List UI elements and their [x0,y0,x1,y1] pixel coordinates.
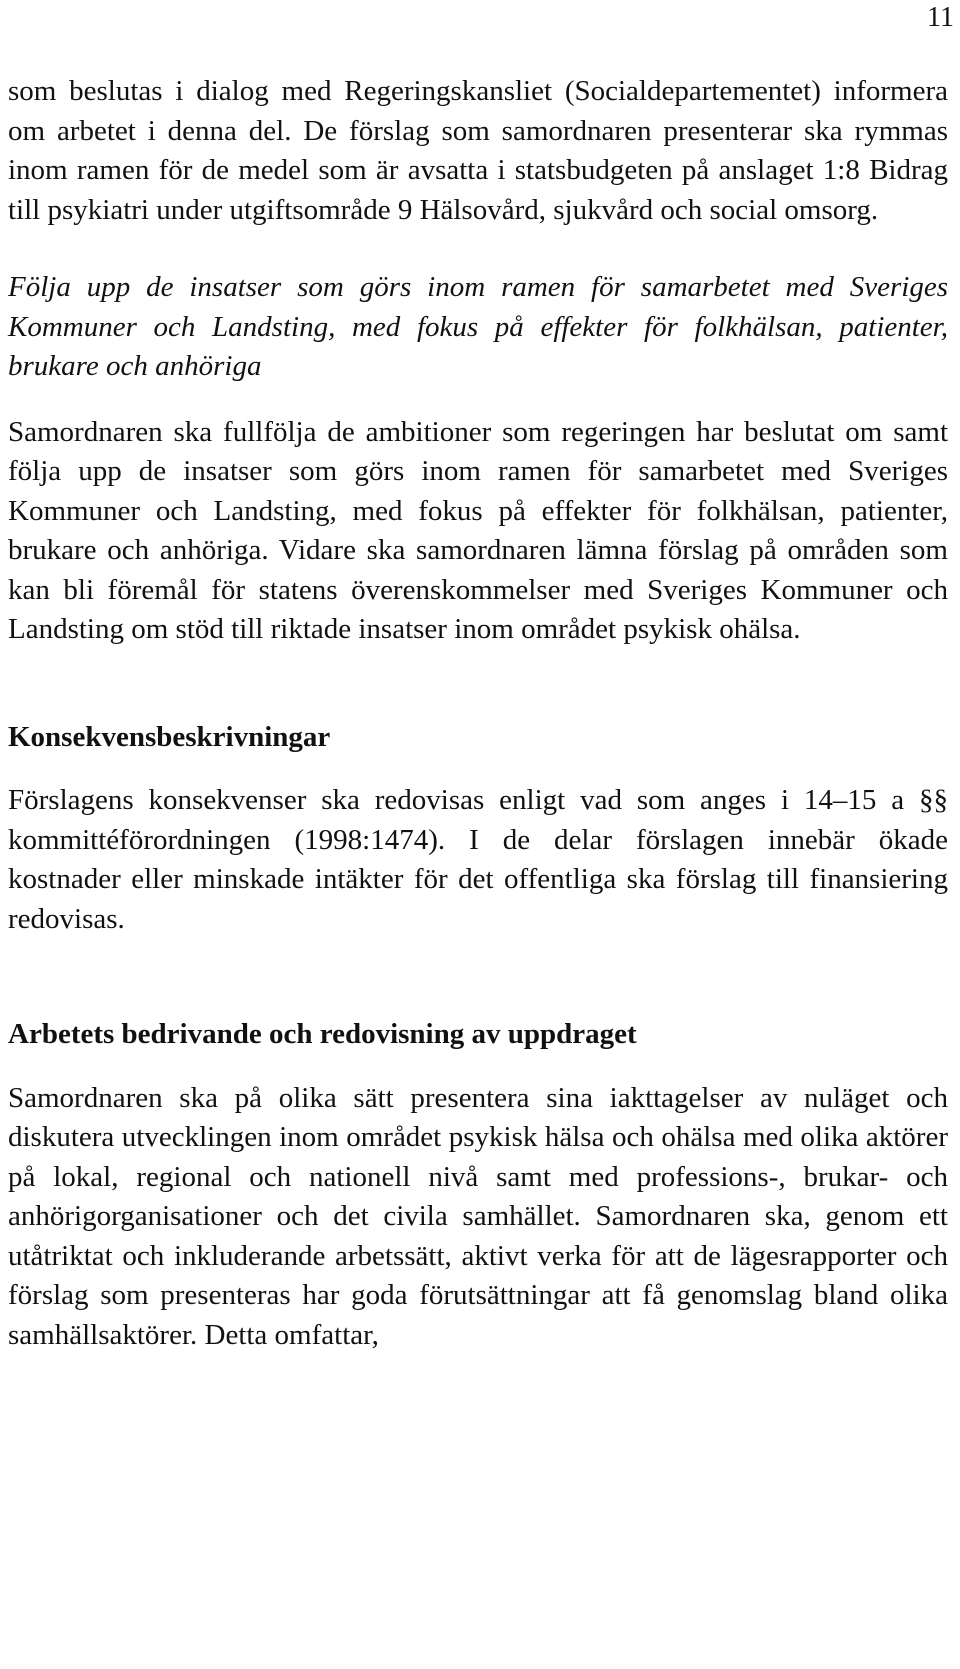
consequences-paragraph: Förslagens konsekvenser ska redovisas enligt vad som anges i 14–15 a §§ kommittéförordningen (1998:1474). I de delar förslagen innebär ökade kostnader eller minskade intäkter för det offentliga ska förslag till finansiering redovisas. [8,784,948,935]
italic-subheading: Följa upp de insatser som görs inom ramen för samarbetet med Sveriges Kommuner och Landsting, med fokus på effekter för folkhälsan, patienter, brukare och anhöriga [8,271,948,382]
intro-paragraph: som beslutas i dialog med Regeringskansliet (Socialdepartementet) informera om arbetet i denna del. De förslag som samordnaren presenterar ska rymmas inom ramen för de medel som är avsatta i statsbudgeten på anslaget 1:8 Bidrag till psykiatri under utgiftsområde 9 Hälsovård, sjukvård och social omsorg. [8,75,948,226]
page-number: 11 [927,2,954,33]
consequences-heading: Konsekvensbeskrivningar [8,720,331,753]
work-heading: Arbetets bedrivande och redovisning av uppdraget [8,1018,637,1050]
followup-paragraph: Samordnaren ska fullfölja de ambitioner som regeringen har beslutat om samt följa upp de insatser som görs inom ramen för samarbetet med Sveriges Kommuner och Landsting, med fokus på effekter för folkhälsan, patienter, brukare och anhöriga. Vidare ska samordnaren lämna förslag på områden som kan bli föremål för statens överenskommelser med Sveriges Kommuner och Landsting om stöd till riktade insatser inom området psykisk ohälsa. [8,415,948,645]
page-body [8,72,948,1355]
work-paragraph: Samordnaren ska på olika sätt presentera sina iakttagelser av nuläget och diskutera utvecklingen inom området psykisk hälsa och ohälsa med olika aktörer på lokal, regional och nationell nivå samt med professions-, brukar- och anhörigorganisationer och det civila samhället. Samordnaren ska, genom ett utåtriktat och inkluderande arbetssätt, aktivt verka för att de lägesrapporter och förslag som presenteras har goda förutsättningar att få genomslag bland olika samhällsaktörer. Detta omfattar, [8,1081,948,1351]
